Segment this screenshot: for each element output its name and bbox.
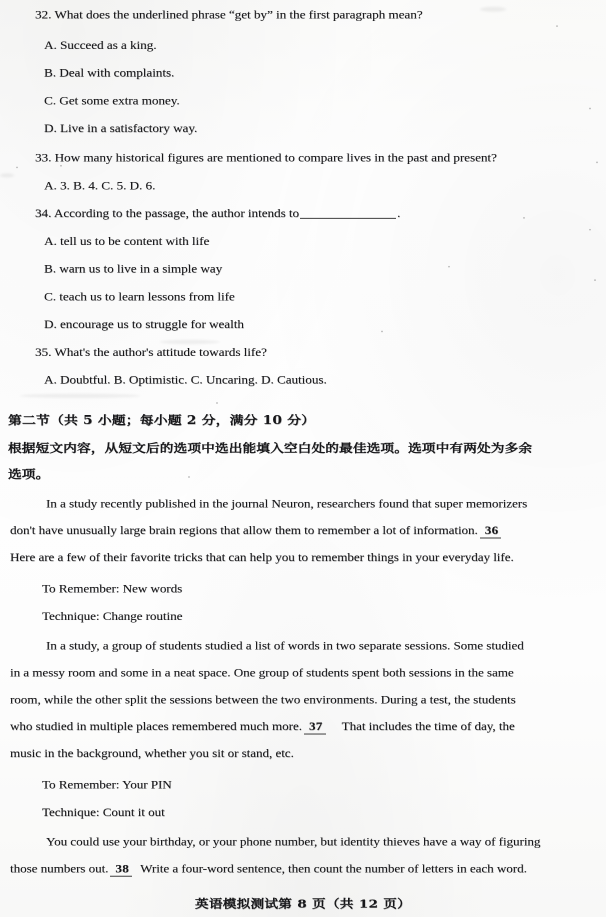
scan-speck (448, 266, 450, 268)
block1-line-2: in a messy room and some in a neat space. One group of students spent both sessions in the same (10, 666, 514, 679)
block2-line-2 (10, 862, 527, 876)
question-34-stem-text: 34. According to the passage, the author intends to (35, 206, 300, 220)
question-33-stem: 33. How many historical figures are mentioned to compare lives in the past and present? (35, 151, 497, 165)
block2-technique: Technique: Count it out (42, 805, 165, 819)
question-34-answer-blank[interactable] (300, 218, 396, 219)
block1-line-4 (10, 720, 515, 734)
block1-line-4-tail: That includes the time of day, the (341, 720, 515, 733)
block2-line-2-tail: Write a four-word sentence, then count the number of letters in each word. (140, 862, 527, 875)
page-footer: 英语模拟测试第 8 页（共 12 页） (194, 897, 412, 912)
scan-speck (188, 476, 190, 478)
scan-speck (381, 331, 383, 333)
question-32-stem: 32. What does the underlined phrase “get by” in the first paragraph mean? (35, 8, 423, 22)
scan-smudge (480, 7, 506, 12)
scan-speck (16, 167, 18, 169)
question-32-option-d: D. Live in a satisfactory way. (44, 121, 198, 135)
passage-gap-37[interactable]: 37 (304, 720, 326, 734)
question-34-option-b: B. warn us to live in a simple way (44, 262, 223, 276)
scan-smudge (160, 340, 220, 344)
block2-line-1: You could use your birthday, or your phone number, but identity thieves have a way of figuring (46, 835, 541, 849)
block1-technique: Technique: Change routine (42, 609, 183, 623)
scan-speck (556, 25, 558, 27)
section-instruction-line-2: 选项。 (8, 467, 50, 482)
question-32-option-c: C. Get some extra money. (44, 94, 180, 107)
passage-intro-line-2-text: don't have unusually large brain regions that allow them to remember a lot of information. (10, 524, 478, 537)
block2-to-remember: To Remember: Your PIN (42, 778, 172, 791)
block1-line-4-text: who studied in multiple places remembered much more. (10, 720, 302, 733)
passage-intro-line-2 (10, 524, 503, 538)
passage-gap-38[interactable]: 38 (110, 862, 132, 876)
scan-smudge (0, 173, 14, 177)
block1-line-1: In a study, a group of students studied a list of words in two separate sessions. Some studied (46, 639, 524, 652)
block1-line-5: music in the background, whether you sit or stand, etc. (10, 747, 294, 760)
question-33-options: A. 3. B. 4. C. 5. D. 6. (44, 179, 156, 192)
scan-speck (589, 108, 591, 110)
section-heading: 第二节（共 5 小题；每小题 2 分，满分 10 分） (8, 413, 316, 428)
scan-smudge (20, 394, 140, 398)
scan-speck (216, 402, 218, 404)
passage-intro-line-1: In a study recently published in the journal Neuron, researchers found that super memorizers (46, 497, 528, 510)
passage-intro-line-3: Here are a few of their favorite tricks that can help you to remember things in your everyday life. (10, 551, 514, 564)
question-34-stem (35, 207, 400, 220)
section-instruction-line-1: 根据短文内容，从短文后的选项中选出能填入空白处的最佳选项。选项中有两处为多余 (8, 441, 533, 456)
question-32-option-a: A. Succeed as a king. (44, 38, 157, 52)
scan-speck (523, 217, 525, 219)
passage-gap-36[interactable]: 36 (480, 524, 502, 538)
question-34-option-a: A. tell us to be content with life (44, 234, 210, 248)
question-34-option-d: D. encourage us to struggle for wealth (44, 318, 244, 331)
scan-speck (60, 165, 62, 167)
block1-to-remember: To Remember: New words (42, 582, 183, 595)
scan-speck (596, 162, 598, 164)
question-34-option-c: C. teach us to learn lessons from life (44, 290, 235, 303)
question-32-option-b: B. Deal with complaints. (44, 66, 175, 80)
question-34-stem-period: . (397, 206, 401, 220)
question-35-stem: 35. What's the author's attitude towards life? (35, 345, 267, 359)
scan-speck (589, 229, 591, 231)
question-35-options: A. Doubtful. B. Optimistic. C. Uncaring. D. Cautious. (44, 373, 327, 387)
block2-line-2-text: those numbers out. (10, 862, 109, 875)
block1-line-3: room, while the other split the sessions between the two environments. During a test, the students (10, 693, 516, 706)
scan-speck (594, 279, 596, 281)
